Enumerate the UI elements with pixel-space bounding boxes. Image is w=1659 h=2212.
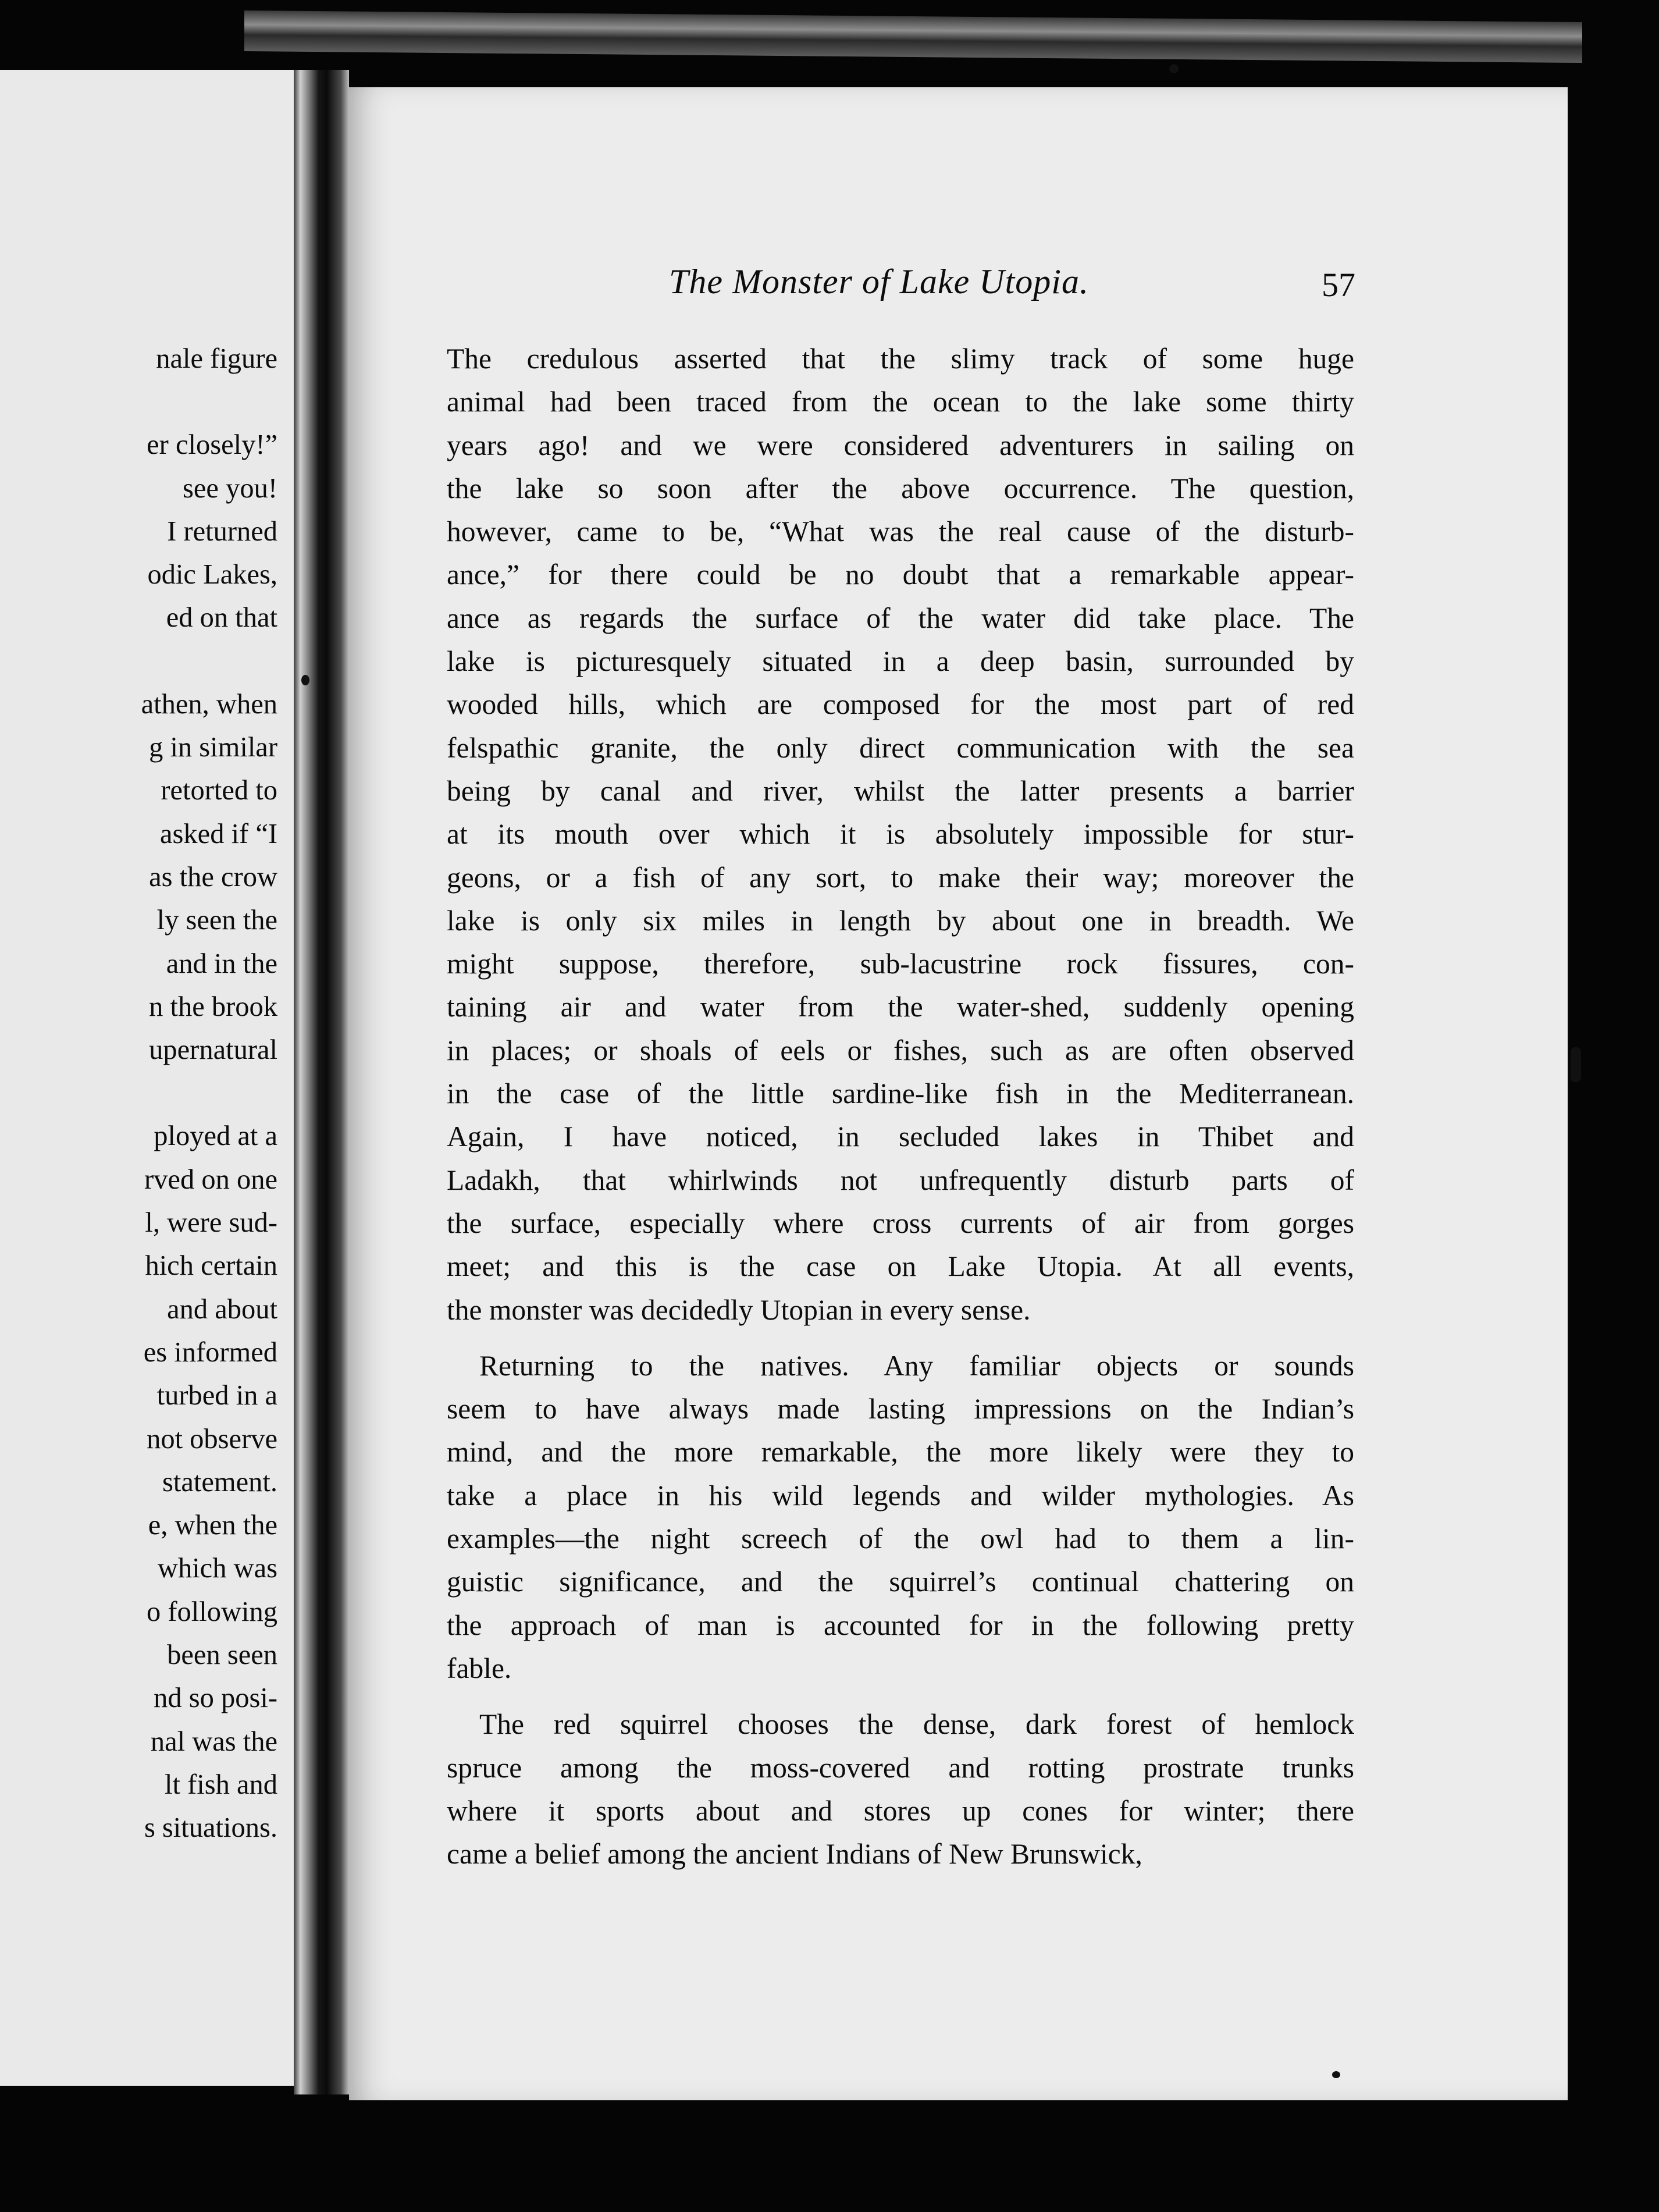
text-line: take a place in his wild legends and wilder mythologies. As [447, 1479, 1354, 1512]
left-page-line [0, 380, 277, 424]
text-line: seem to have always made lasting impressions on the Indian’s [447, 1393, 1354, 1425]
book-spine [294, 70, 349, 2094]
left-page-line: statement. [162, 1466, 277, 1498]
text-line: in places; or shoals of eels or fishes, such as are often observed [447, 1034, 1354, 1066]
text-line: Returning to the natives. Any familiar objects or sounds [479, 1349, 1354, 1382]
page-body-text [447, 337, 1354, 1876]
text-line: guistic significance, and the squirrel’s continual chattering on [447, 1566, 1354, 1598]
left-page-line: ed on that [166, 602, 277, 634]
paragraph [447, 337, 1354, 1332]
left-page-line [0, 1072, 277, 1115]
text-line: the approach of man is accounted for in the following pretty [447, 1609, 1354, 1641]
text-line: Ladakh, that whirlwinds not unfrequently disturb parts of [447, 1164, 1354, 1196]
left-page-line: ployed at a [154, 1121, 277, 1152]
text-line: meet; and this is the case on Lake Utopia. At all events, [447, 1250, 1354, 1283]
text-line: geons, or a fish of any sort, to make their way; moreover the [447, 861, 1354, 894]
left-page-line: o following [147, 1596, 277, 1627]
left-page [0, 70, 294, 2086]
left-page-line: g in similar [149, 732, 277, 763]
left-page-line: odic Lakes, [147, 559, 277, 591]
text-line: came a belief among the ancient Indians of New Brunswick, [447, 1838, 1142, 1870]
text-line: ance as regards the surface of the water did take place. The [447, 602, 1354, 634]
left-page-line: retorted to [161, 775, 277, 806]
text-line: might suppose, therefore, sub-lacustrine rock fissures, con- [447, 948, 1354, 980]
left-page-line: see you! [183, 472, 277, 504]
left-page-line: nd so posi- [154, 1683, 277, 1714]
left-page-line: nale figure [156, 343, 277, 374]
paragraph [447, 1703, 1354, 1876]
left-page-line: and about [167, 1293, 277, 1325]
scan-speck [1571, 1047, 1581, 1082]
paragraph-gap [447, 1332, 1354, 1345]
text-line: in the case of the little sardine-like fish in the Mediterranean. [447, 1077, 1354, 1110]
paragraph [447, 1345, 1354, 1690]
text-line: taining air and water from the water-shed, suddenly opening [447, 991, 1354, 1023]
scan-speck [1332, 2071, 1340, 2078]
text-line: being by canal and river, whilst the latter presents a barrier [447, 774, 1354, 807]
text-line: years ago! and we were considered adventurers in sailing on [447, 429, 1354, 461]
text-line: fable. [447, 1652, 512, 1684]
scan-speck [301, 675, 309, 685]
left-page-line: which was [157, 1553, 277, 1584]
text-line: the lake so soon after the above occurrence. The question, [447, 472, 1354, 504]
left-page-line: not observe [147, 1423, 277, 1454]
text-line: however, came to be, “What was the real cause of the disturb- [447, 515, 1354, 548]
left-page-line: er closely!” [147, 429, 277, 461]
left-page-line: turbed in a [156, 1380, 277, 1411]
paragraph-gap [447, 1690, 1354, 1703]
page-header [669, 262, 1355, 308]
text-line: spruce among the moss-covered and rotting prostrate trunks [447, 1751, 1354, 1784]
left-page-line: I returned [167, 515, 277, 547]
left-page-text [0, 337, 277, 1850]
left-page-line: ly seen the [156, 905, 277, 936]
text-line: at its mouth over which it is absolutely impossible for stur- [447, 818, 1354, 851]
text-line: where it sports about and stores up cones for winter; there [447, 1794, 1354, 1827]
left-page-line: hich certain [145, 1250, 277, 1282]
text-line: The red squirrel chooses the dense, dark forest of hemlock [479, 1708, 1354, 1741]
text-line: felspathic granite, the only direct communication with the sea [447, 731, 1354, 764]
scan-speck [1169, 64, 1179, 73]
left-page-line: as the crow [149, 861, 277, 892]
running-title: The Monster of Lake Utopia. [669, 262, 1089, 301]
text-line: The credulous asserted that the slimy track of some huge [447, 343, 1354, 375]
book-top-edge [244, 10, 1582, 63]
left-page-line: and in the [166, 948, 277, 979]
page-number: 57 [1322, 266, 1355, 304]
left-page-line: n the brook [149, 991, 277, 1022]
text-line: ance,” for there could be no doubt that a remarkable appear- [447, 559, 1354, 591]
text-line: lake is only six miles in length by about one in breadth. We [447, 904, 1354, 937]
left-page-line: nal was the [150, 1726, 277, 1757]
left-page-line: been seen [167, 1640, 277, 1671]
text-line: the monster was decidedly Utopian in every sense. [447, 1293, 1031, 1326]
text-line: Again, I have noticed, in secluded lakes in Thibet and [447, 1121, 1354, 1153]
text-line: animal had been traced from the ocean to the lake some thirty [447, 386, 1354, 418]
left-page-line: upernatural [149, 1034, 277, 1066]
text-line: wooded hills, which are composed for the most part of red [447, 688, 1354, 721]
left-page-line: asked if “I [160, 818, 277, 849]
left-page-line: e, when the [148, 1510, 277, 1541]
left-page-line [0, 640, 277, 683]
left-page-line: es informed [143, 1336, 277, 1368]
left-page-line: lt fish and [165, 1769, 277, 1800]
text-line: mind, and the more remarkable, the more likely were they to [447, 1436, 1354, 1468]
left-page-line: l, were sud- [145, 1207, 277, 1239]
text-line: examples—the night screech of the owl had to them a lin- [447, 1523, 1354, 1555]
text-line: lake is picturesquely situated in a deep basin, surrounded by [447, 645, 1354, 678]
text-line: the surface, especially where cross currents of air from gorges [447, 1207, 1354, 1239]
left-page-line: s situations. [144, 1812, 277, 1844]
left-page-line: rved on one [144, 1164, 277, 1195]
left-page-line: athen, when [141, 688, 277, 720]
